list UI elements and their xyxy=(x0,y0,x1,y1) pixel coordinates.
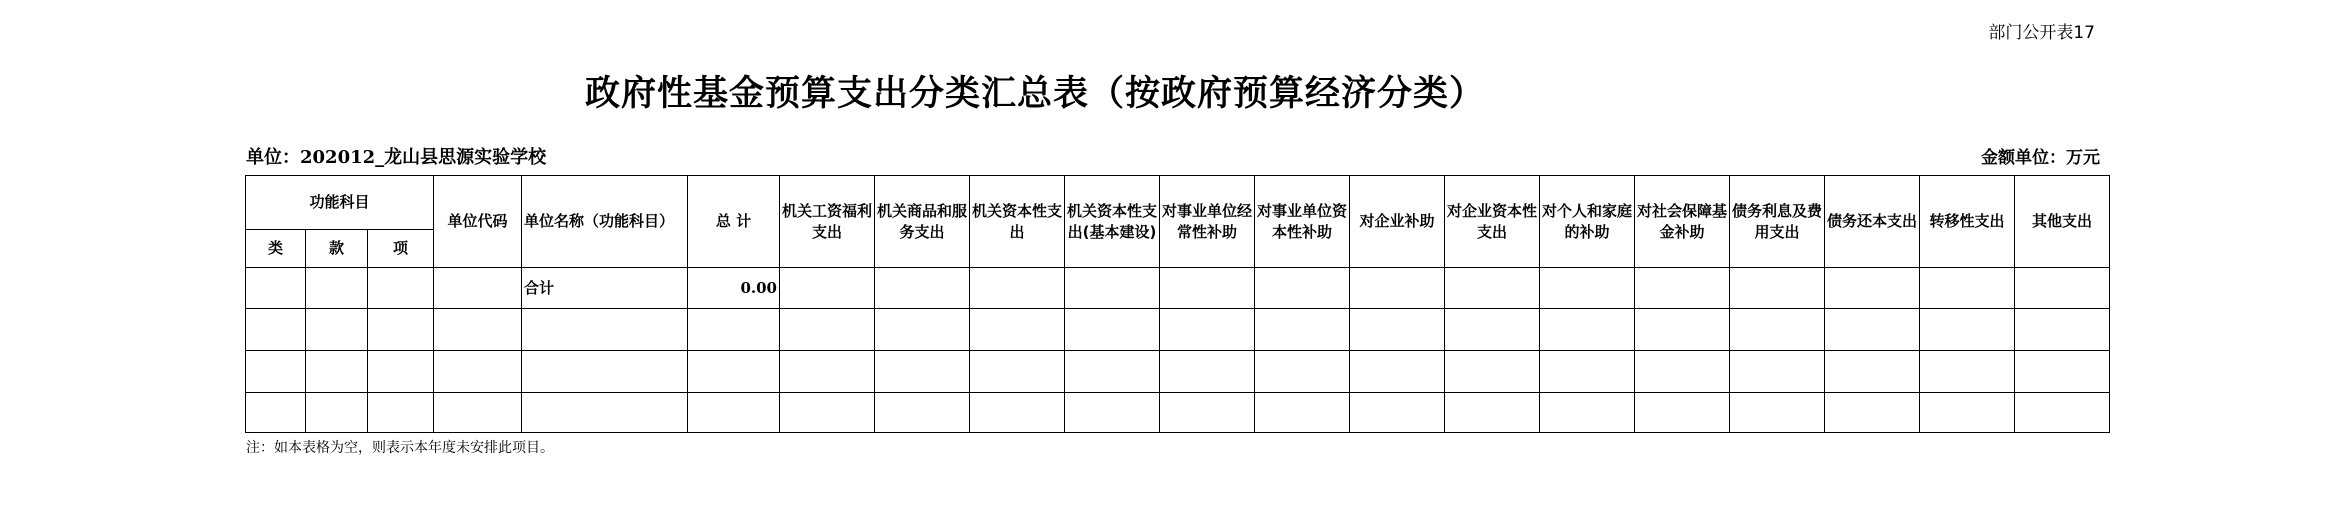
category-header: 类 xyxy=(246,230,306,268)
table-cell xyxy=(780,309,875,351)
item-header: 项 xyxy=(368,230,434,268)
table-cell xyxy=(1255,393,1350,433)
table-cell xyxy=(875,268,970,309)
table-cell xyxy=(1160,393,1255,433)
table-cell xyxy=(246,351,306,393)
table-cell xyxy=(522,393,688,433)
table-cell xyxy=(2015,351,2110,393)
table-cell xyxy=(970,393,1065,433)
table-cell xyxy=(780,393,875,433)
table-row xyxy=(246,351,2110,393)
table-cell xyxy=(1445,309,1540,351)
table-cell xyxy=(1920,393,2015,433)
table-cell xyxy=(1730,393,1825,433)
table-cell xyxy=(1065,268,1160,309)
table-cell xyxy=(780,351,875,393)
table-cell xyxy=(1920,309,2015,351)
column-header: 机关商品和服务支出 xyxy=(875,176,970,268)
table-cell xyxy=(875,309,970,351)
column-header: 其他支出 xyxy=(2015,176,2110,268)
section-header: 款 xyxy=(306,230,368,268)
table-cell xyxy=(1635,309,1730,351)
column-header: 单位代码 xyxy=(434,176,522,268)
footnote: 注：如本表格为空，则表示本年度未安排此项目。 xyxy=(246,440,554,456)
table-cell xyxy=(1920,351,2015,393)
table-cell xyxy=(434,268,522,309)
table-cell xyxy=(1635,351,1730,393)
table-cell xyxy=(1255,309,1350,351)
table-cell xyxy=(875,351,970,393)
table-cell xyxy=(1540,309,1635,351)
table-cell xyxy=(1540,351,1635,393)
table-cell xyxy=(434,393,522,433)
table-cell xyxy=(1445,268,1540,309)
table-cell xyxy=(368,351,434,393)
column-header: 对个人和家庭的补助 xyxy=(1540,176,1635,268)
table-row xyxy=(246,393,2110,433)
table-cell xyxy=(434,309,522,351)
table-cell xyxy=(246,268,306,309)
table-cell xyxy=(1825,393,1920,433)
table-cell xyxy=(2015,309,2110,351)
column-header: 对企业补助 xyxy=(1350,176,1445,268)
table-cell xyxy=(522,351,688,393)
table-cell xyxy=(1065,393,1160,433)
table-cell xyxy=(1350,351,1445,393)
table-cell xyxy=(1350,309,1445,351)
table-cell xyxy=(246,309,306,351)
table-cell xyxy=(522,309,688,351)
table-row xyxy=(246,309,2110,351)
table-cell xyxy=(1160,309,1255,351)
table-cell xyxy=(434,351,522,393)
column-header: 对事业单位经常性补助 xyxy=(1160,176,1255,268)
table-cell xyxy=(1540,393,1635,433)
total-row-value: 0.00 xyxy=(688,268,780,309)
table-cell xyxy=(368,393,434,433)
column-header: 总 计 xyxy=(688,176,780,268)
budget-table xyxy=(245,175,2110,433)
table-cell xyxy=(246,393,306,433)
table-number-label: 部门公开表17 xyxy=(1988,23,2095,43)
total-row xyxy=(246,268,2110,309)
table-cell xyxy=(1825,351,1920,393)
table-cell xyxy=(1825,268,1920,309)
table-cell xyxy=(1540,268,1635,309)
table-cell xyxy=(688,351,780,393)
table-cell xyxy=(1730,268,1825,309)
table-cell xyxy=(1635,393,1730,433)
table-cell xyxy=(1160,351,1255,393)
table-cell xyxy=(2015,393,2110,433)
table-cell xyxy=(306,351,368,393)
table-cell xyxy=(306,393,368,433)
table-cell xyxy=(970,268,1065,309)
table-cell xyxy=(688,393,780,433)
table-cell xyxy=(306,309,368,351)
header-row-1 xyxy=(246,176,2110,230)
table-cell xyxy=(688,309,780,351)
unit-label: 单位：202012_龙山县思源实验学校 xyxy=(246,147,547,168)
table-cell xyxy=(368,309,434,351)
column-header: 机关资本性支出(基本建设) xyxy=(1065,176,1160,268)
page-title: 政府性基金预算支出分类汇总表（按政府预算经济分类） xyxy=(585,74,1486,114)
table-cell xyxy=(1350,268,1445,309)
table-cell xyxy=(780,268,875,309)
table-cell xyxy=(1445,393,1540,433)
column-header: 单位名称（功能科目） xyxy=(522,176,688,268)
table-cell xyxy=(1065,351,1160,393)
table-cell xyxy=(1255,351,1350,393)
column-header: 债务还本支出 xyxy=(1825,176,1920,268)
amount-unit-label: 金额单位：万元 xyxy=(1981,148,2100,168)
table-cell xyxy=(1065,309,1160,351)
table-cell xyxy=(970,309,1065,351)
table-cell xyxy=(1635,268,1730,309)
table-cell xyxy=(1350,393,1445,433)
table-cell xyxy=(1730,309,1825,351)
column-header: 债务利息及费用支出 xyxy=(1730,176,1825,268)
column-header: 对企业资本性支出 xyxy=(1445,176,1540,268)
table-cell xyxy=(1445,351,1540,393)
table-cell xyxy=(970,351,1065,393)
table-cell xyxy=(875,393,970,433)
column-header: 转移性支出 xyxy=(1920,176,2015,268)
column-header: 对社会保障基金补助 xyxy=(1635,176,1730,268)
table-cell xyxy=(368,268,434,309)
column-header: 对事业单位资本性补助 xyxy=(1255,176,1350,268)
column-header: 机关资本性支出 xyxy=(970,176,1065,268)
function-subject-header: 功能科目 xyxy=(246,176,434,230)
table-cell xyxy=(1160,268,1255,309)
table-cell xyxy=(2015,268,2110,309)
table-cell xyxy=(1255,268,1350,309)
table-cell xyxy=(1730,351,1825,393)
total-row-label: 合计 xyxy=(522,268,688,309)
table-cell xyxy=(306,268,368,309)
column-header: 机关工资福利支出 xyxy=(780,176,875,268)
table-cell xyxy=(1825,309,1920,351)
table-cell xyxy=(1920,268,2015,309)
